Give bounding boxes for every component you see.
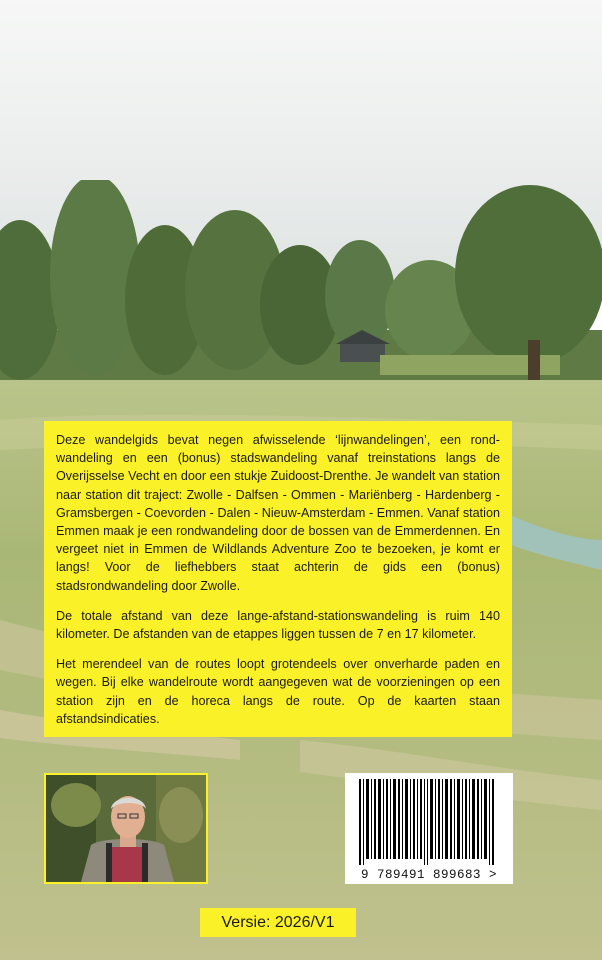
author-photo xyxy=(44,773,208,884)
author-portrait-image xyxy=(46,775,206,882)
isbn-barcode xyxy=(345,773,513,884)
version-badge: Versie: 2026/V1 xyxy=(200,908,356,937)
description-paragraph-1: Deze wandelgids bevat negen afwisselende ‘lijnwandelingen’, een rondwandeling en een (bonus) stadswandeling vanaf treinstations langs de Overijsselse Vecht en door een stukje Zuidoost-Drenthe. Je wandelt van station naar station dit traject: Zwolle - Dalfsen - Ommen - Mariënberg - Hardenberg - Gramsbergen - Coevorden - Dalen - Nieuw-Amsterdam - Emmen. Vanaf station Emmen maak je een rondwandeling door de bossen van de Emmerdennen. En vergeet niet in Emmen de Wildlands Adventure Zoo te bezoeken, je komt er langs! Voor de liefhebbers staat achterin de gids een (bonus) stadsrondwandeling door Zwolle. xyxy=(56,433,500,593)
barcode-bars xyxy=(345,773,513,867)
description-panel xyxy=(44,421,512,737)
description-paragraph-2: De totale afstand van deze lange-afstand-stationswandeling is ruim 140 kilometer. De afstanden van de etappes liggen tussen de 7 en 17 kilometer. xyxy=(56,608,500,642)
isbn-number: 9 789491 899683 > xyxy=(360,868,498,882)
description-paragraph-3: Het merendeel van de routes loopt grotendeels over onverharde paden en wegen. Bij elke wandelroute wordt aangegeven wat de voorzieningen op een station zijn en de horeca langs de route. Op de kaarten staan afstandsindicaties. xyxy=(56,657,500,726)
